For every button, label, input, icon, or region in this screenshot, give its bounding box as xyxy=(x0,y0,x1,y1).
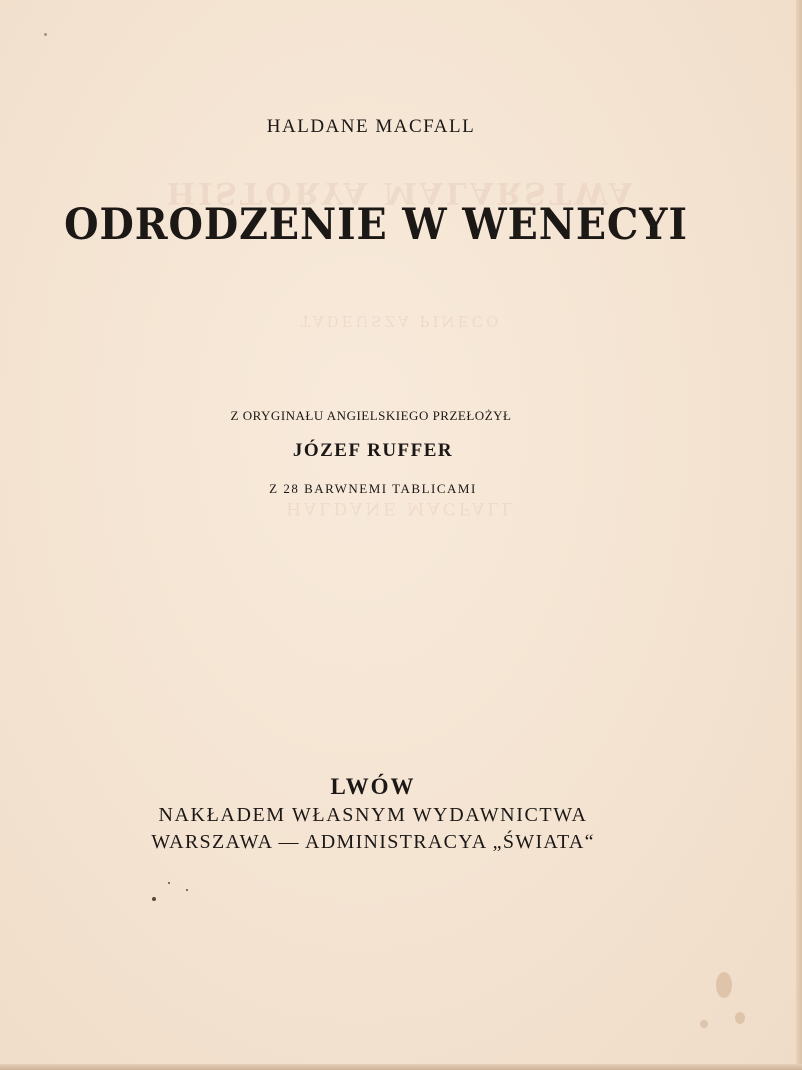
page-edge-right xyxy=(796,0,802,1070)
ink-speck xyxy=(44,33,47,36)
show-through-text-2: TADEUSZA PINECO xyxy=(300,312,502,330)
imprint-publisher: NAKŁADEM WŁASNYM WYDAWNICTWA xyxy=(158,804,588,826)
ink-speck xyxy=(152,897,156,901)
page-edge-bottom xyxy=(0,1064,802,1070)
show-through-text-1: HISTORYA MALARSTWA xyxy=(166,175,636,210)
ink-speck xyxy=(186,889,188,891)
foxing-stain xyxy=(716,972,732,998)
foxing-stain xyxy=(735,1012,745,1024)
author-name: HALDANE MACFALL xyxy=(266,116,476,137)
show-through-text-3: HALDANE MACFALL xyxy=(286,498,516,518)
foxing-stain xyxy=(700,1020,708,1028)
imprint-city: LWÓW xyxy=(330,774,416,799)
imprint-distribution: WARSZAWA — ADMINISTRACYA „ŚWIATA“ xyxy=(151,831,595,853)
translator-name: JÓZEF RUFFER xyxy=(292,440,454,461)
plates-note: Z 28 BARWNEMI TABLICAMI xyxy=(269,481,477,496)
book-title: ODRODZENIE W WENECYI xyxy=(64,200,688,250)
translation-note: Z ORYGINAŁU ANGIELSKIEGO PRZEŁOŻYŁ xyxy=(230,408,512,423)
ink-speck xyxy=(168,882,170,884)
